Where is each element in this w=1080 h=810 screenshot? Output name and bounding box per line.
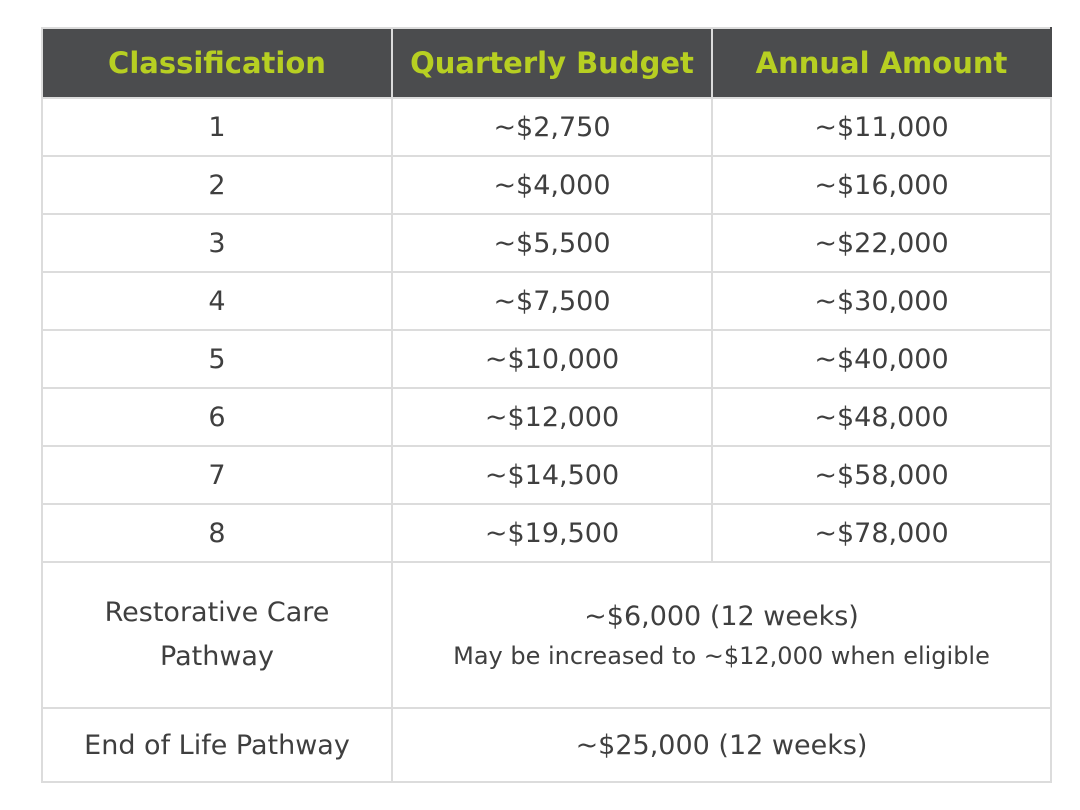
table-row: [42, 156, 1051, 214]
classification-cell: 5: [42, 330, 392, 388]
table-row: [42, 214, 1051, 272]
restorative-care-label: [105, 591, 330, 679]
table-row: [42, 388, 1051, 446]
annual-amount-cell: ~$78,000: [712, 504, 1051, 562]
annual-amount-cell: ~$58,000: [712, 446, 1051, 504]
restorative-care-amount-cell: [392, 562, 1051, 708]
restorative-care-label-line1: Restorative Care: [104, 597, 330, 628]
restorative-care-label-line2: Pathway: [160, 641, 274, 672]
header-quarterly-budget: Quarterly Budget: [392, 28, 712, 98]
quarterly-budget-cell: ~$5,500: [392, 214, 712, 272]
restorative-care-label-cell: [42, 562, 392, 708]
quarterly-budget-cell: ~$4,000: [392, 156, 712, 214]
annual-amount-cell: ~$16,000: [712, 156, 1051, 214]
table-row: [42, 330, 1051, 388]
classification-cell: 6: [42, 388, 392, 446]
classification-cell: 3: [42, 214, 392, 272]
table-row: [42, 272, 1051, 330]
end-of-life-amount: ~$25,000 (12 weeks): [392, 708, 1051, 782]
table-row: [42, 504, 1051, 562]
classification-cell: 7: [42, 446, 392, 504]
restorative-care-row: [42, 562, 1051, 708]
table-body: [42, 98, 1051, 782]
header-row: [42, 28, 1051, 98]
restorative-care-note: May be increased to ~$12,000 when eligible: [453, 642, 990, 670]
quarterly-budget-cell: ~$14,500: [392, 446, 712, 504]
annual-amount-cell: ~$48,000: [712, 388, 1051, 446]
table-row: [42, 446, 1051, 504]
annual-amount-cell: ~$30,000: [712, 272, 1051, 330]
classification-cell: 4: [42, 272, 392, 330]
quarterly-budget-cell: ~$10,000: [392, 330, 712, 388]
annual-amount-cell: ~$40,000: [712, 330, 1051, 388]
classification-cell: 1: [42, 98, 392, 156]
annual-amount-cell: ~$22,000: [712, 214, 1051, 272]
quarterly-budget-cell: ~$7,500: [392, 272, 712, 330]
classification-cell: 8: [42, 504, 392, 562]
table-header: [42, 28, 1051, 98]
header-annual-amount: Annual Amount: [712, 28, 1051, 98]
annual-amount-cell: ~$11,000: [712, 98, 1051, 156]
table-row: [42, 98, 1051, 156]
end-of-life-label: End of Life Pathway: [42, 708, 392, 782]
end-of-life-row: [42, 708, 1051, 782]
quarterly-budget-cell: ~$12,000: [392, 388, 712, 446]
classification-cell: 2: [42, 156, 392, 214]
quarterly-budget-cell: ~$19,500: [392, 504, 712, 562]
budget-table: [41, 27, 1052, 783]
header-classification: Classification: [42, 28, 392, 98]
restorative-care-amount: ~$6,000 (12 weeks): [584, 601, 859, 632]
quarterly-budget-cell: ~$2,750: [392, 98, 712, 156]
